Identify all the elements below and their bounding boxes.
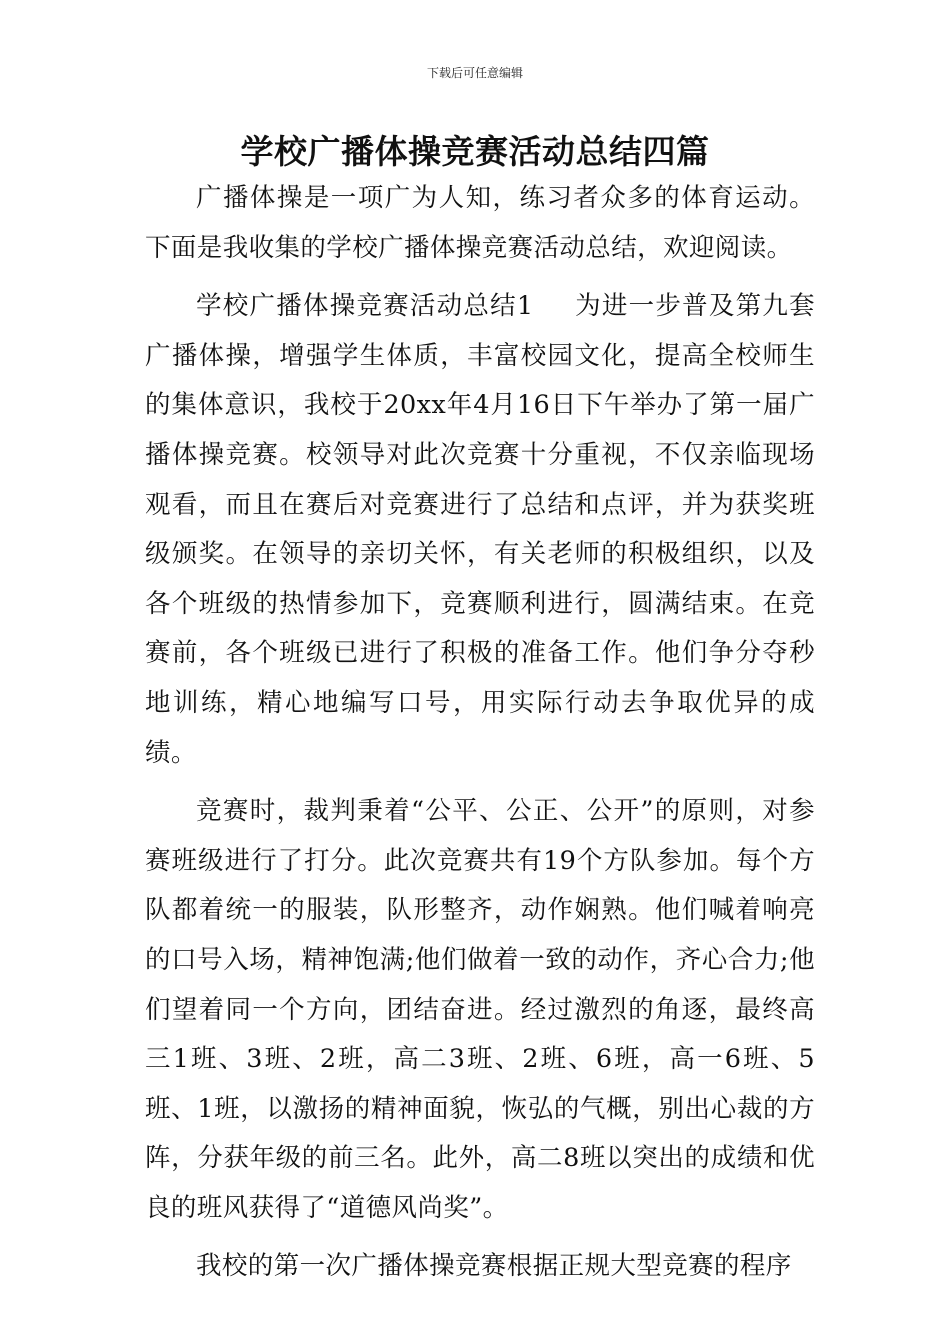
intro-paragraph: 广播体操是一项广为人知，练习者众多的体育运动。下面是我收集的学校广播体操竞赛活动总结，欢迎阅读。 — [145, 183, 815, 263]
body-paragraph-3: 我校的第一次广播体操竞赛根据正规大型竞赛的程序 — [196, 1251, 792, 1282]
body-paragraph-2: 竞赛时，裁判秉着“公平、公正、公开”的原则，对参赛班级进行了打分。此次竞赛共有19个方队参加。每个方队都着统一的服装，队形整齐，动作娴熟。他们喊着响亮的口号入场，精神饱满;他们做着一致的动作，齐心合力;他们望着同一个方向，团结奋进。经过激烈的角逐，最终高三1班、3班、2班，高二3班、2班、6班，高一6班、5班、1班，以激扬的精神面貌，恢弘的气概，别出心裁的方阵，分获年级的前三名。此外，高二8班以突出的成绩和优良的班风获得了“道德风尚奖”。 — [145, 796, 815, 1223]
document-body — [145, 174, 815, 1292]
page-header-note: 下载后可任意编辑 — [426, 66, 523, 80]
section-1-text: 为进一步普及第九套广播体操，增强学生体质，丰富校园文化，提高全校师生的集体意识，我校于20xx年4月16日下午举办了第一届广播体操竞赛。校领导对此次竞赛十分重视，不仅亲临现场观看，而且在赛后对竞赛进行了总结和点评，并为获奖班级颁奖。在领导的亲切关怀，有关老师的积极组织，以及各个班级的热情参加下，竞赛顺利进行，圆满结束。在竞赛前，各个班级已进行了积极的准备工作。他们争分夺秒地训练，精心地编写口号，用实际行动去争取优异的成绩。 — [145, 291, 815, 768]
document-title: 学校广播体操竞赛活动总结四篇 — [240, 132, 710, 171]
section-1-paragraph — [145, 282, 815, 778]
section-1-heading: 学校广播体操竞赛活动总结1 — [196, 291, 534, 322]
